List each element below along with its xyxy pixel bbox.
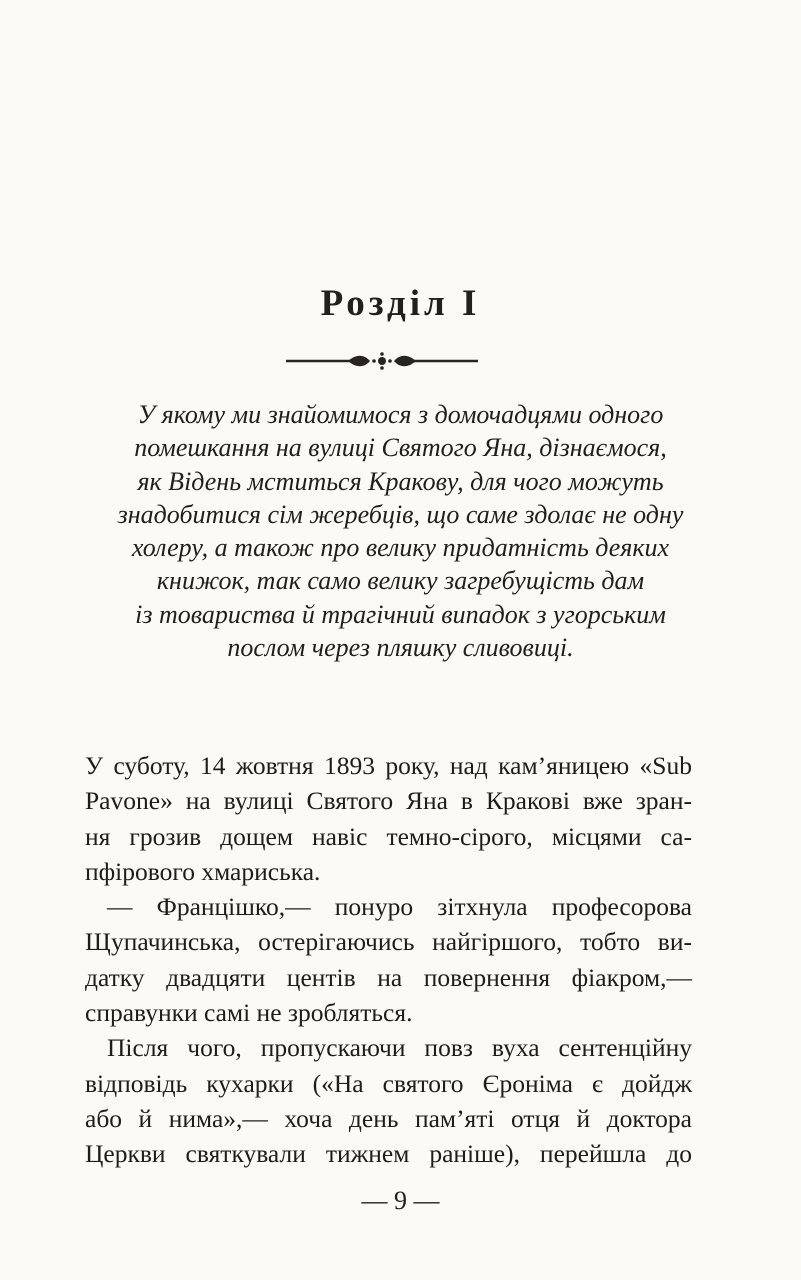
ornament-divider-icon: [286, 350, 478, 372]
text-line: відповідь кухарки («На святого Єроніма є дойдж: [85, 1068, 692, 1098]
page-number: — 9 —: [361, 1186, 440, 1215]
body-text: [85, 748, 692, 1172]
text-line: Церкви святкували тижнем раніше), перейшла до: [85, 1139, 692, 1169]
text-line: — Францішко,— понуро зітхнула професорова: [107, 892, 692, 922]
epigraph-line: книжок, так само велику загребущість дам: [156, 566, 645, 596]
epigraph-line: помешкання на вулиці Святого Яна, дізнаємося,: [134, 433, 667, 463]
text-line: справунки самі не зробляться.: [85, 998, 413, 1028]
paragraph: [85, 748, 692, 889]
text-line: датку двадцяти центів на повернення фіакром,—: [85, 962, 692, 992]
text-line: Щупачинська, остерігаючись найгіршого, тобто ви-: [85, 927, 692, 957]
epigraph-line: холеру, а також про велику придатність деяких: [131, 533, 670, 563]
epigraph-line: із товариства й трагічний випадок з угорським: [135, 599, 666, 629]
paragraph: [85, 1030, 692, 1171]
text-line: ня грозив дощем навіс темно-сірого, місцями са-: [85, 821, 692, 851]
epigraph-line: як Відень мститься Кракову, для чого можуть: [137, 466, 664, 496]
epigraph-line: знадобитися сім жеребців, що саме здолає не одну: [117, 499, 684, 529]
text-line: пфірового хмариська.: [85, 856, 321, 886]
chapter-epigraph: [60, 398, 741, 664]
text-line: або й нима»,— хоча день пам’яті отця й доктора: [85, 1103, 692, 1133]
epigraph-line: У якому ми знайомимося з домочадцями одного: [137, 400, 664, 429]
text-line: Після чого, пропускаючи повз вуха сентенційну: [107, 1033, 692, 1063]
text-line: У суботу, 14 жовтня 1893 року, над кам’яницею «Sub: [85, 751, 692, 780]
paragraph: [85, 889, 692, 1030]
chapter-title: Розділ I: [320, 283, 481, 324]
text-line: Pavone» на вулиці Святого Яна в Кракові вже зран-: [85, 786, 692, 816]
epigraph-line: послом через пляшку сливовиці.: [227, 633, 574, 663]
